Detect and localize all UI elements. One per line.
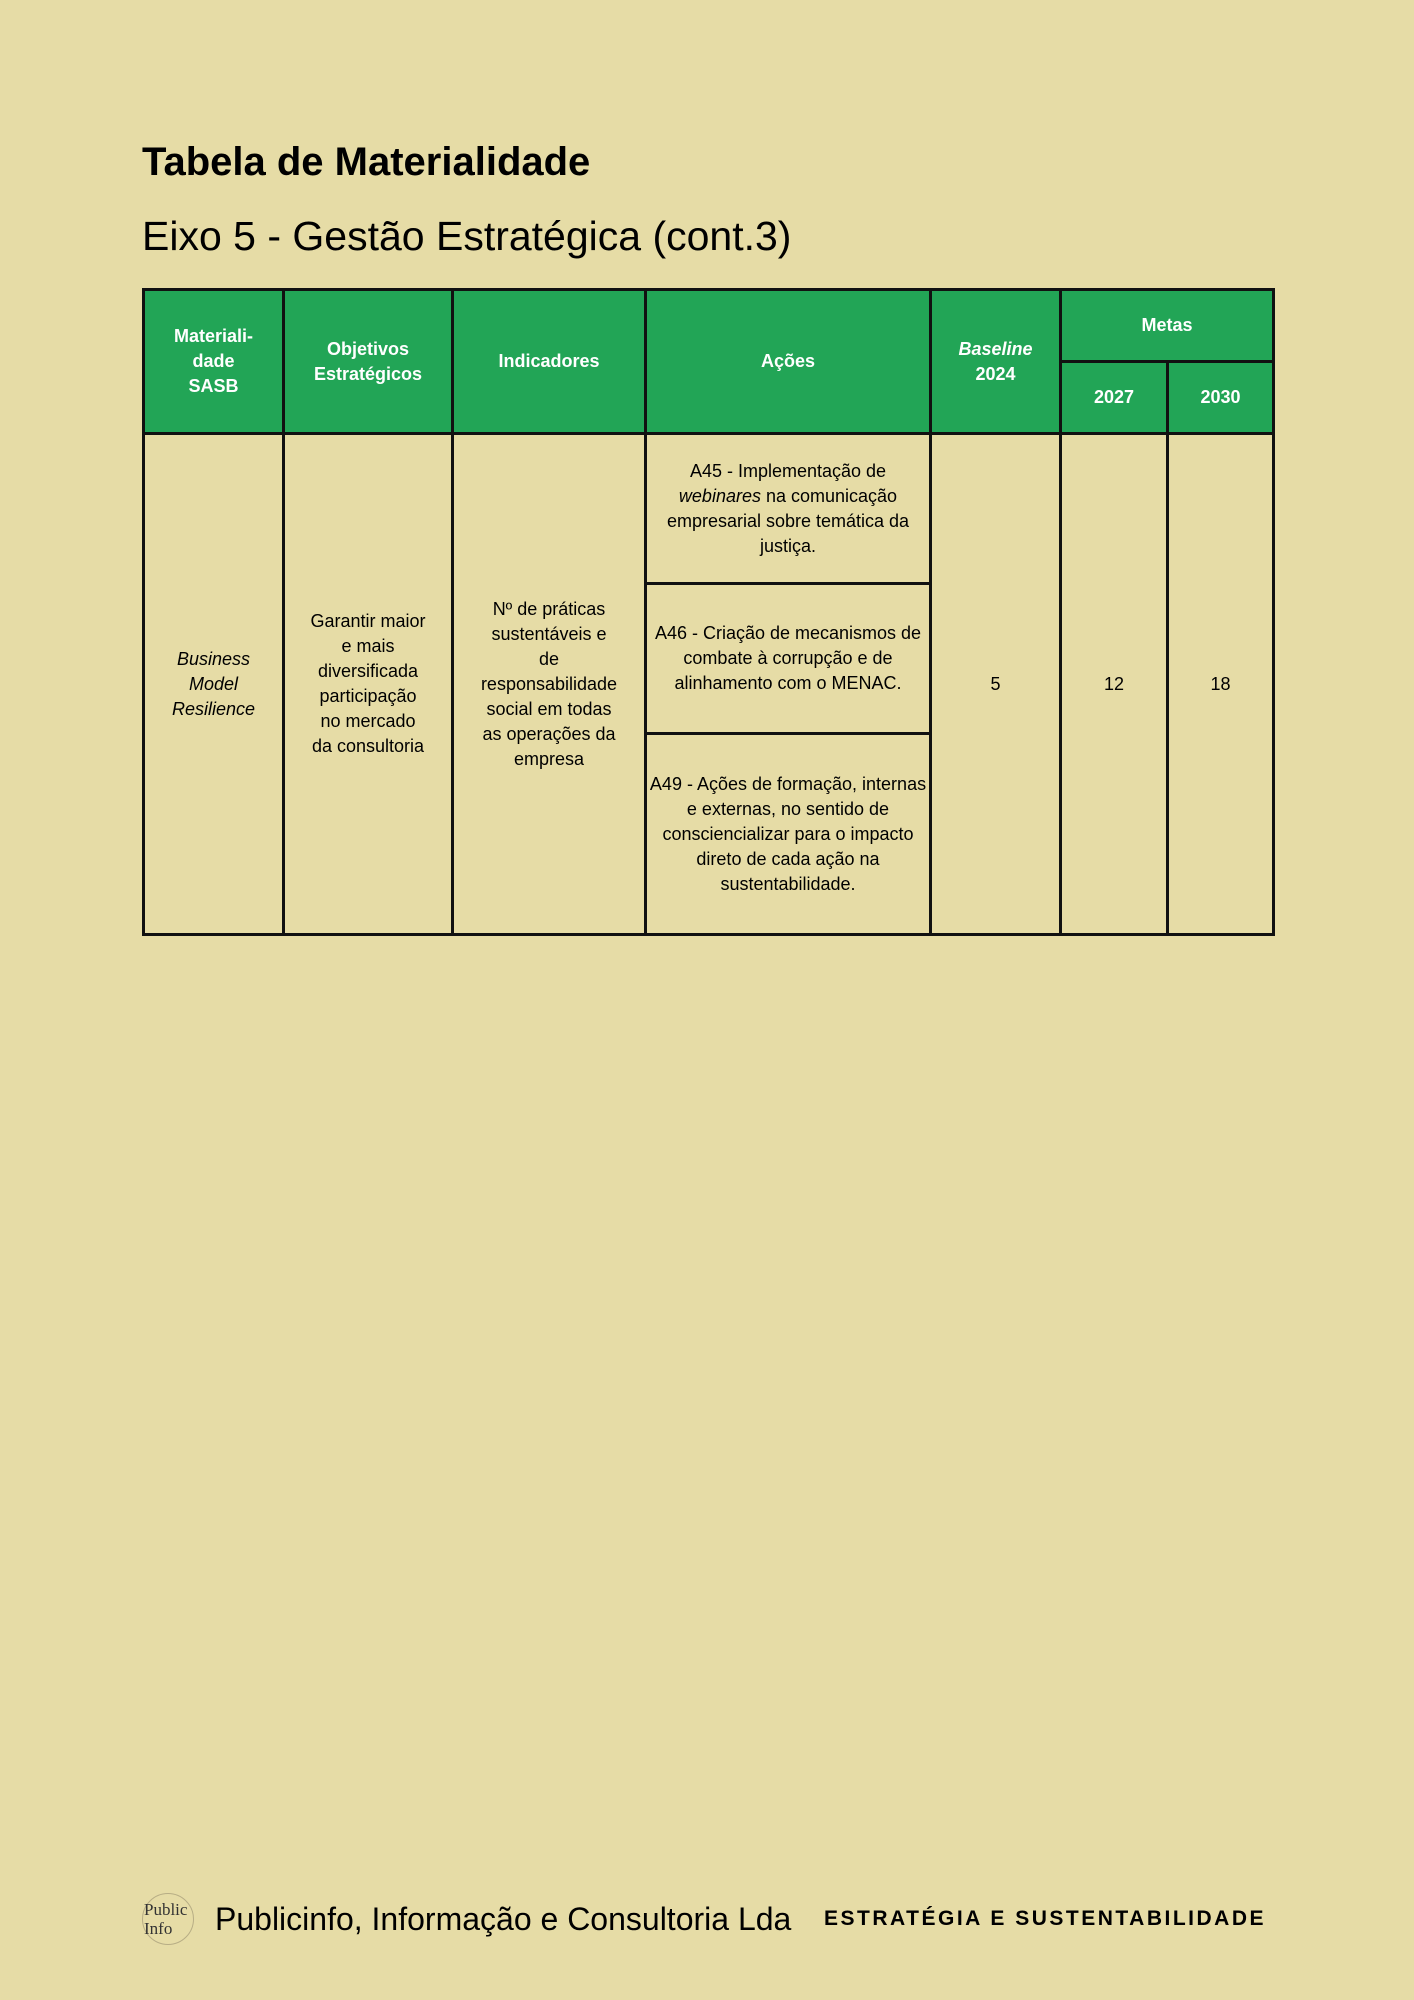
header-acoes: Ações bbox=[646, 290, 931, 434]
cell-indicador: Nº de práticas sustentáveis e de responsabilidade social em todas as operações da empresa bbox=[453, 434, 646, 935]
footer-section-label: ESTRATÉGIA E SUSTENTABILIDADE bbox=[824, 1907, 1266, 1930]
header-materialidade-sasb: Materiali- dade SASB bbox=[144, 290, 284, 434]
header-meta-2027: 2027 bbox=[1061, 362, 1168, 434]
cell-meta-2027: 12 bbox=[1061, 434, 1168, 935]
cell-objetivo: Garantir maior e mais diversificada participação no mercado da consultoria bbox=[284, 434, 453, 935]
section-title: Eixo 5 - Gestão Estratégica (cont.3) bbox=[142, 213, 792, 259]
cell-action-a45: A45 - Implementação de webinares na comunicação empresarial sobre temática da justiça. bbox=[646, 434, 931, 584]
header-baseline: Baseline 2024 bbox=[931, 290, 1061, 434]
table-row bbox=[144, 434, 1274, 584]
page-title: Tabela de Materialidade bbox=[142, 140, 591, 184]
materiality-table bbox=[142, 288, 1275, 936]
publicinfo-logo: Public Info bbox=[142, 1893, 194, 1945]
header-metas: Metas bbox=[1061, 290, 1274, 362]
cell-action-a49: A49 - Ações de formação, internas e externas, no sentido de consciencializar para o impacto direto de cada ação na sustentabilidade. bbox=[646, 734, 931, 935]
cell-materialidade: Business Model Resilience bbox=[144, 434, 284, 935]
cell-baseline: 5 bbox=[931, 434, 1061, 935]
header-indicadores: Indicadores bbox=[453, 290, 646, 434]
cell-action-a46: A46 - Criação de mecanismos de combate à corrupção e de alinhamento com o MENAC. bbox=[646, 584, 931, 734]
cell-meta-2030: 18 bbox=[1168, 434, 1274, 935]
footer-company-name: Publicinfo, Informação e Consultoria Lda bbox=[215, 1901, 792, 1937]
header-meta-2030: 2030 bbox=[1168, 362, 1274, 434]
header-objetivos-estrategicos: Objetivos Estratégicos bbox=[284, 290, 453, 434]
